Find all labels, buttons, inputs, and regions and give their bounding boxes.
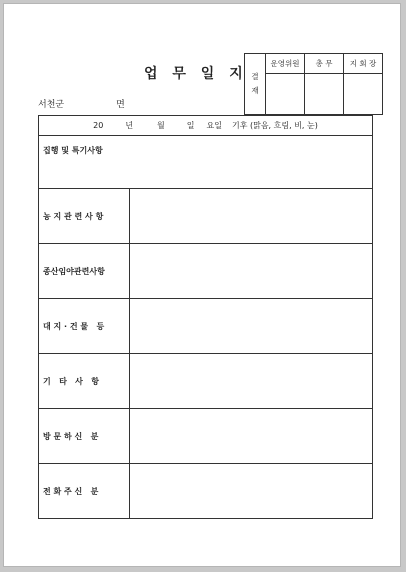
section-value-visitors[interactable] <box>130 409 373 464</box>
section-label-other: 기 타 사 항 <box>39 354 130 409</box>
work-log-form <box>38 115 373 519</box>
section-label-visitors: 방 문 하 신 분 <box>39 409 130 464</box>
special-notes-label: 집행 및 특기사항 <box>43 146 103 155</box>
approval-header-secretary: 총 무 <box>305 54 344 74</box>
section-value-forest[interactable] <box>130 244 373 299</box>
district-label: 서천군 <box>38 100 65 110</box>
section-label-farmland: 농 지 관 련 사 항 <box>39 189 130 244</box>
district-suffix: 면 <box>116 100 125 110</box>
section-label-callers: 전 화 주 신 분 <box>39 464 130 519</box>
approval-header-committee: 운영위원 <box>266 54 305 74</box>
approval-grid <box>244 53 383 115</box>
section-value-land-building[interactable] <box>130 299 373 354</box>
approval-sign-chairman[interactable] <box>344 74 383 115</box>
date-weather-row[interactable]: 20 년 월 일 요일 기후 (맑음, 흐림, 비, 눈) <box>39 116 373 136</box>
document-page <box>3 3 401 567</box>
section-value-other[interactable] <box>130 354 373 409</box>
section-value-callers[interactable] <box>130 464 373 519</box>
approval-header-chairman: 지 회 장 <box>344 54 383 74</box>
section-value-farmland[interactable] <box>130 189 373 244</box>
approval-sign-committee[interactable] <box>266 74 305 115</box>
district-line <box>38 97 125 110</box>
section-label-land-building: 대 지 · 건 물 등 <box>39 299 130 354</box>
approval-side-label: 결 재 <box>245 54 266 115</box>
document-title: 업 무 일 지 <box>144 66 248 82</box>
section-label-forest: 종산임야관련사항 <box>39 244 130 299</box>
approval-sign-secretary[interactable] <box>305 74 344 115</box>
special-notes-cell[interactable] <box>39 136 373 189</box>
